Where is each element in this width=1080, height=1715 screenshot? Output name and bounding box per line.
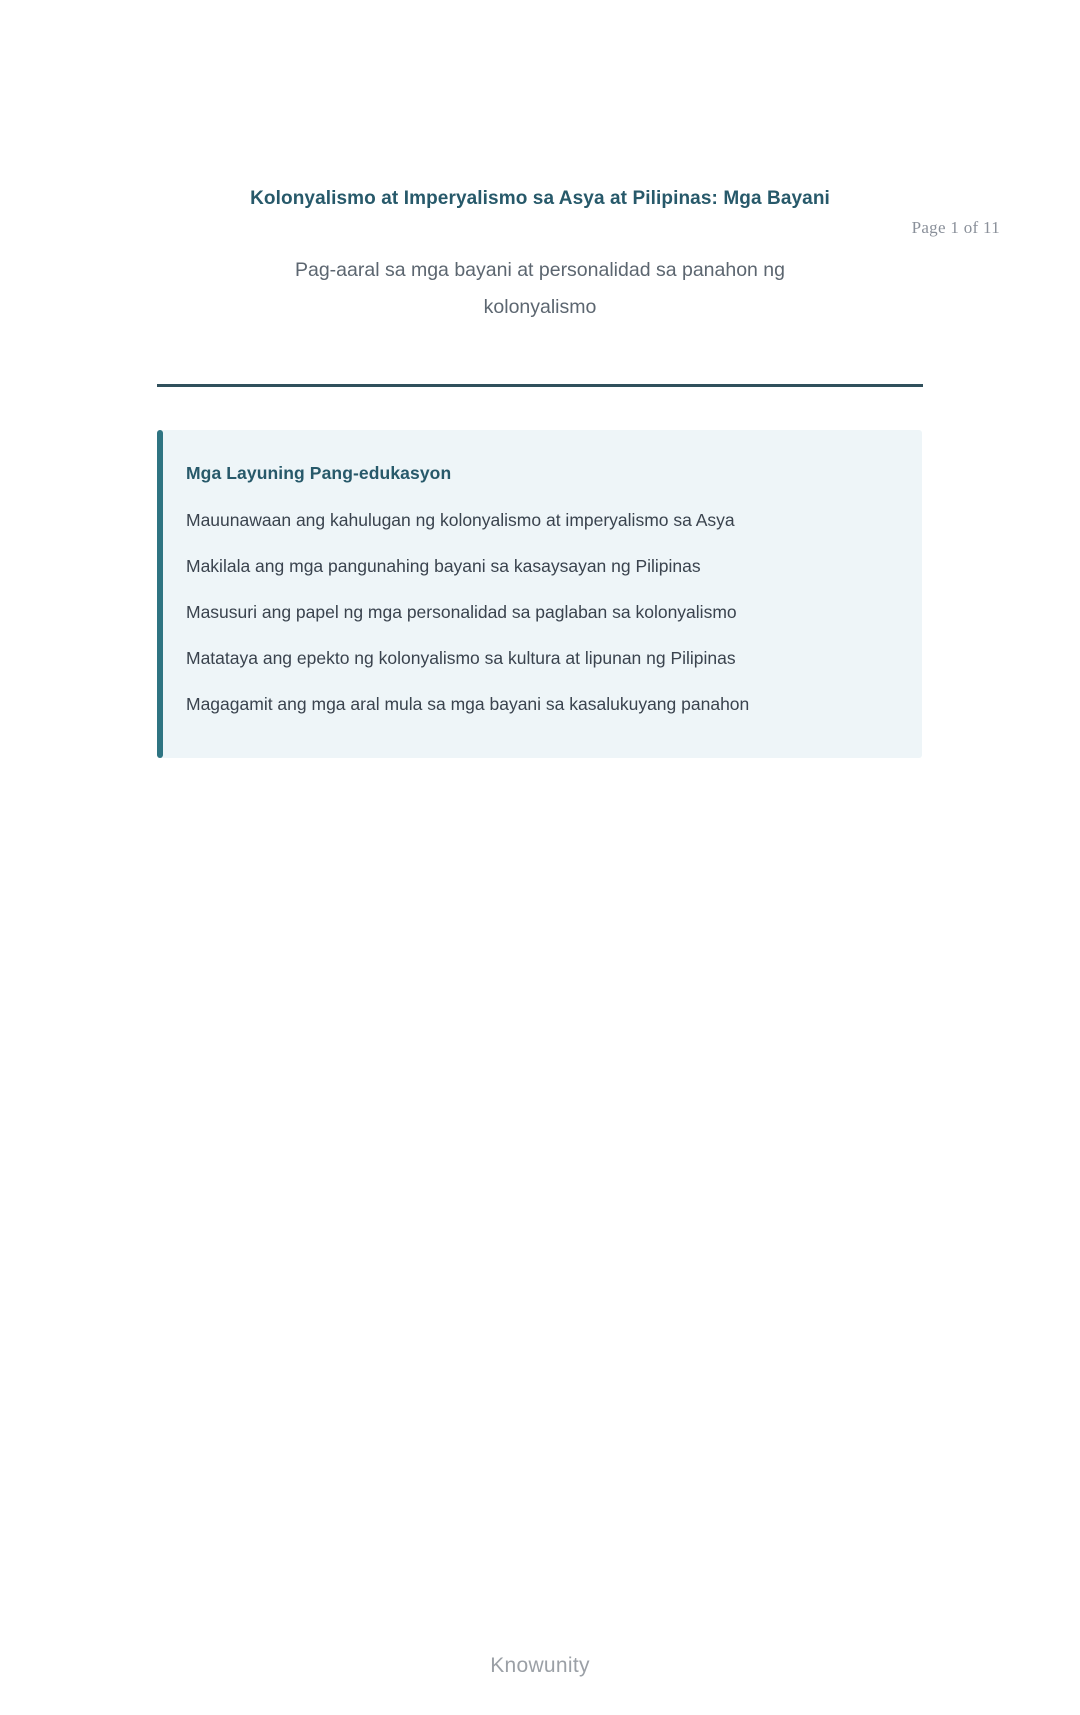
callout-accent-bar <box>157 430 163 758</box>
objective-item: Matataya ang epekto ng kolonyalismo sa kultura at lipunan ng Pilipinas <box>186 648 736 668</box>
document-title: Kolonyalismo at Imperyalismo sa Asya at Pilipinas: Mga Bayani <box>250 188 830 209</box>
document-subtitle: Pag-aaral sa mga bayani at personalidad sa panahon ng kolonyalismo <box>294 259 785 318</box>
objective-item: Mauunawaan ang kahulugan ng kolonyalismo at imperyalismo sa Asya <box>186 510 735 530</box>
section-divider <box>157 384 923 387</box>
objective-item: Makilala ang mga pangunahing bayani sa kasaysayan ng Pilipinas <box>186 556 701 576</box>
objectives-callout-box <box>157 430 922 758</box>
objectives-heading: Mga Layuning Pang-edukasyon <box>186 463 452 483</box>
page-indicator: Page 1 of 11 <box>911 218 1000 237</box>
objective-item: Masusuri ang papel ng mga personalidad sa paglaban sa kolonyalismo <box>186 602 737 622</box>
footer-brand: Knowunity <box>490 1654 590 1677</box>
objective-item: Magagamit ang mga aral mula sa mga bayani sa kasalukuyang panahon <box>186 694 750 714</box>
objectives-list <box>186 510 892 714</box>
